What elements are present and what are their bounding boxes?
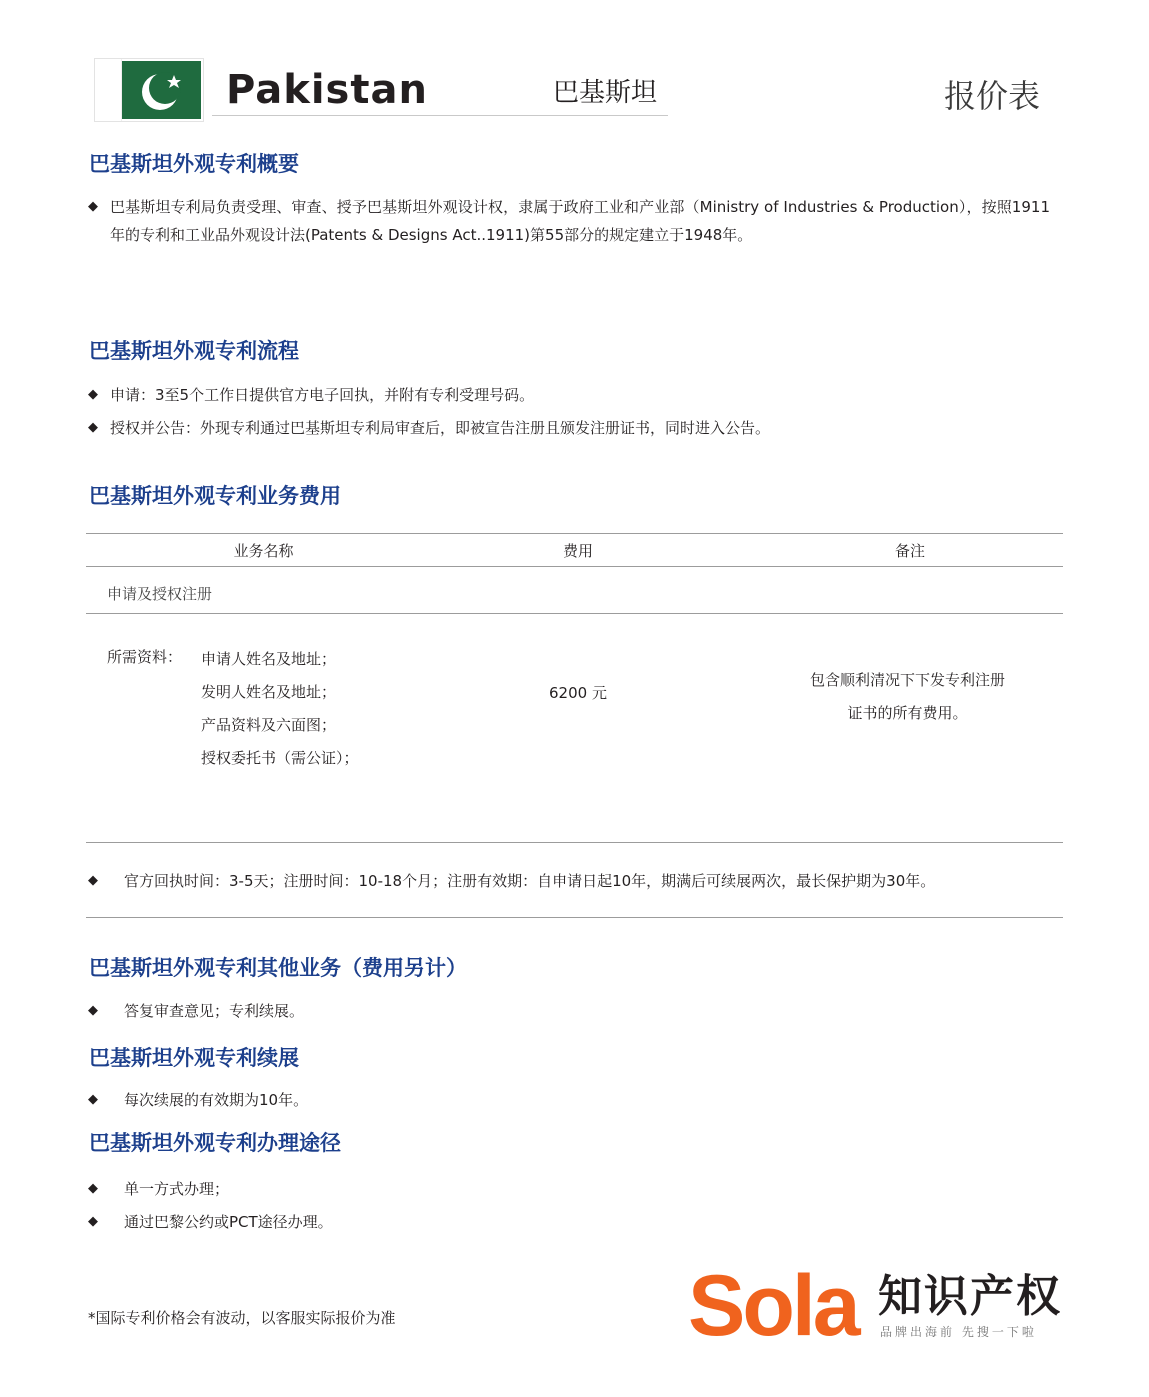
route-item	[88, 1175, 229, 1203]
materials-list	[201, 643, 359, 775]
material-item: 授权委托书（需公证）；	[201, 749, 359, 767]
country-name-en: Pakistan	[226, 67, 428, 113]
bullet-icon: ◆	[88, 873, 98, 888]
logo-cn-text: 知识产权	[878, 1271, 1062, 1322]
table-header-name: 业务名称	[233, 542, 294, 560]
other-services-text: 答复审查意见；专利续展。	[124, 1002, 305, 1020]
material-item: 申请人姓名及地址；	[201, 650, 337, 668]
bullet-icon: ◆	[88, 1214, 98, 1229]
route-item-text: 通过巴黎公约或PCT途径办理。	[124, 1213, 333, 1231]
renewal-title: 巴基斯坦外观专利续展	[89, 1046, 299, 1070]
timeline-rule	[86, 917, 1063, 918]
overview-paragraph	[88, 193, 1050, 249]
fees-title: 巴基斯坦外观专利业务费用	[89, 484, 341, 508]
process-item-text: 授权并公告：外现专利通过巴基斯坦专利局审查后，即被宣告注册且颁发注册证书，同时进入公告。	[110, 419, 771, 437]
overview-title: 巴基斯坦外观专利概要	[89, 152, 299, 176]
renewal-text: 每次续展的有效期为10年。	[124, 1091, 309, 1109]
flag-white-stripe	[95, 59, 122, 121]
table-header-note: 备注	[894, 542, 925, 560]
table-group-label: 申请及授权注册	[107, 585, 213, 603]
sola-logo-text: Sola	[688, 1258, 858, 1354]
fee-note-line: 包含顺利清况下下发专利注册	[809, 671, 1005, 689]
country-name-cn: 巴基斯坦	[553, 78, 658, 108]
bullet-icon: ◆	[88, 1092, 98, 1107]
document-title: 报价表	[944, 77, 1041, 115]
bullet-icon: ◆	[88, 1181, 98, 1196]
other-services-title: 巴基斯坦外观专利其他业务（费用另计）	[89, 956, 467, 980]
fee-note	[780, 664, 1035, 730]
flag-green-field	[122, 61, 201, 119]
table-header-rule	[86, 566, 1063, 567]
logo-slogan: 品牌出海前 先搜一下啦	[880, 1325, 1037, 1339]
header-divider	[212, 115, 668, 116]
overview-text: 巴基斯坦专利局负责受理、审查、授予巴基斯坦外观设计权，隶属于政府工业和产业部（Ministry of Industries & Production），按照1911年的专利和工业品外观设计法(Patents & Designs Act..1911)第55部分的规定建立于1948年。	[110, 198, 1050, 244]
route-title: 巴基斯坦外观专利办理途径	[89, 1131, 341, 1155]
table-header-fee: 费用	[562, 542, 593, 560]
bullet-icon: ◆	[88, 420, 98, 435]
table-top-rule	[86, 533, 1063, 534]
pakistan-flag-icon	[122, 61, 201, 119]
process-item	[88, 414, 770, 442]
fee-amount: 6200 元	[549, 684, 607, 702]
fee-note-line: 证书的所有费用。	[847, 704, 968, 722]
materials-label: 所需资料：	[107, 648, 183, 666]
bullet-icon: ◆	[88, 1003, 98, 1018]
table-bottom-rule	[86, 842, 1063, 843]
process-item	[88, 381, 534, 409]
table-group-rule	[86, 613, 1063, 614]
timeline-text: 官方回执时间：3-5天；注册时间：10-18个月；注册有效期：自申请日起10年，期满后可续展两次，最长保护期为30年。	[124, 872, 936, 890]
timeline-item	[88, 867, 935, 895]
process-title: 巴基斯坦外观专利流程	[89, 339, 299, 363]
process-item-text: 申请：3至5个工作日提供官方电子回执，并附有专利受理号码。	[110, 386, 535, 404]
bullet-icon: ◆	[88, 199, 98, 214]
price-disclaimer: *国际专利价格会有波动，以客服实际报价为准	[88, 1309, 396, 1327]
material-item: 发明人姓名及地址；	[201, 683, 337, 701]
renewal-item	[88, 1086, 308, 1114]
flag-frame	[94, 58, 204, 122]
other-services-item	[88, 997, 304, 1025]
route-item	[88, 1208, 333, 1236]
route-item-text: 单一方式办理；	[124, 1180, 230, 1198]
bullet-icon: ◆	[88, 387, 98, 402]
material-item: 产品资料及六面图；	[201, 716, 337, 734]
